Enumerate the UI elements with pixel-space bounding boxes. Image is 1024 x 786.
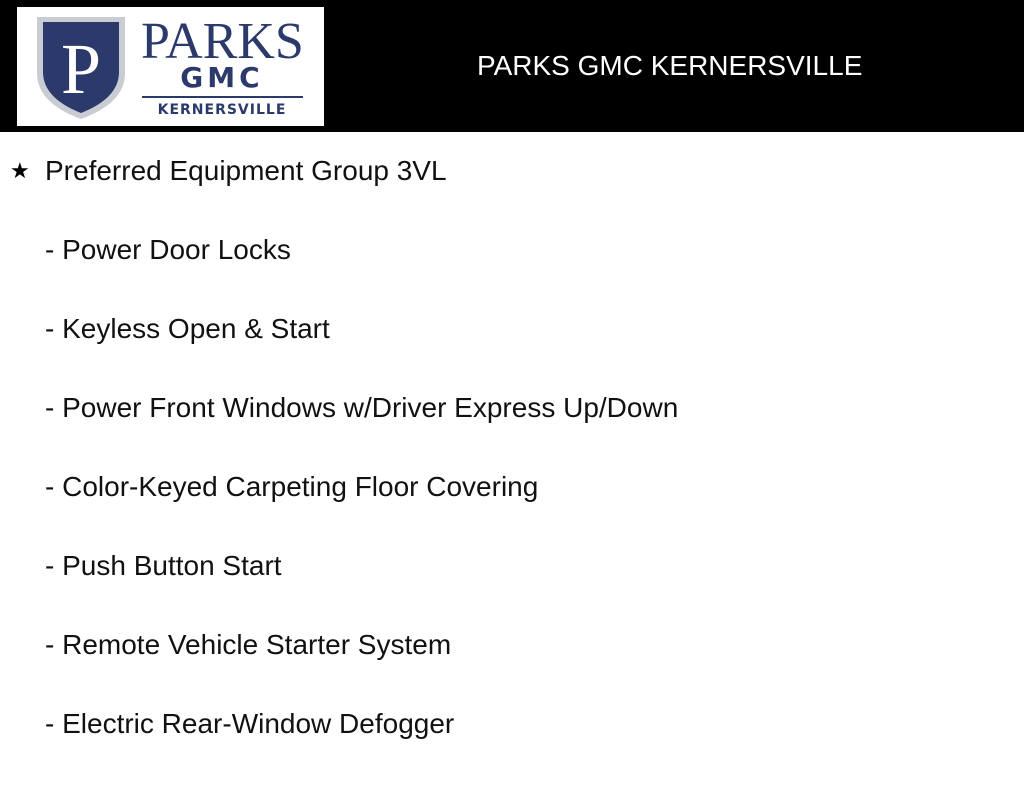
logo-brand: GMC: [180, 61, 264, 94]
feature-item: - Push Button Start: [45, 550, 282, 581]
logo-letter: P: [60, 29, 102, 109]
feature-item: - Keyless Open & Start: [45, 313, 330, 344]
logo-name: PARKS: [141, 13, 304, 70]
equipment-package: [0, 132, 1024, 768]
dealer-logo: [17, 7, 324, 126]
feature-item: - Power Door Locks: [45, 234, 291, 265]
feature-item: - Remote Vehicle Starter System: [45, 629, 452, 660]
parks-shield-logo-icon: [17, 7, 324, 126]
star-icon: ★: [10, 158, 30, 183]
logo-location: KERNERSVILLE: [157, 102, 287, 118]
dealer-title: PARKS GMC KERNERSVILLE: [477, 50, 863, 81]
feature-item: - Power Front Windows w/Driver Express Up/Down: [45, 392, 679, 423]
package-title: Preferred Equipment Group 3VL: [45, 155, 447, 186]
feature-item: - Color-Keyed Carpeting Floor Covering: [45, 471, 539, 502]
feature-list: [45, 233, 678, 786]
feature-item: - Electric Rear-Window Defogger: [45, 708, 455, 739]
header-bar: [0, 0, 1024, 132]
